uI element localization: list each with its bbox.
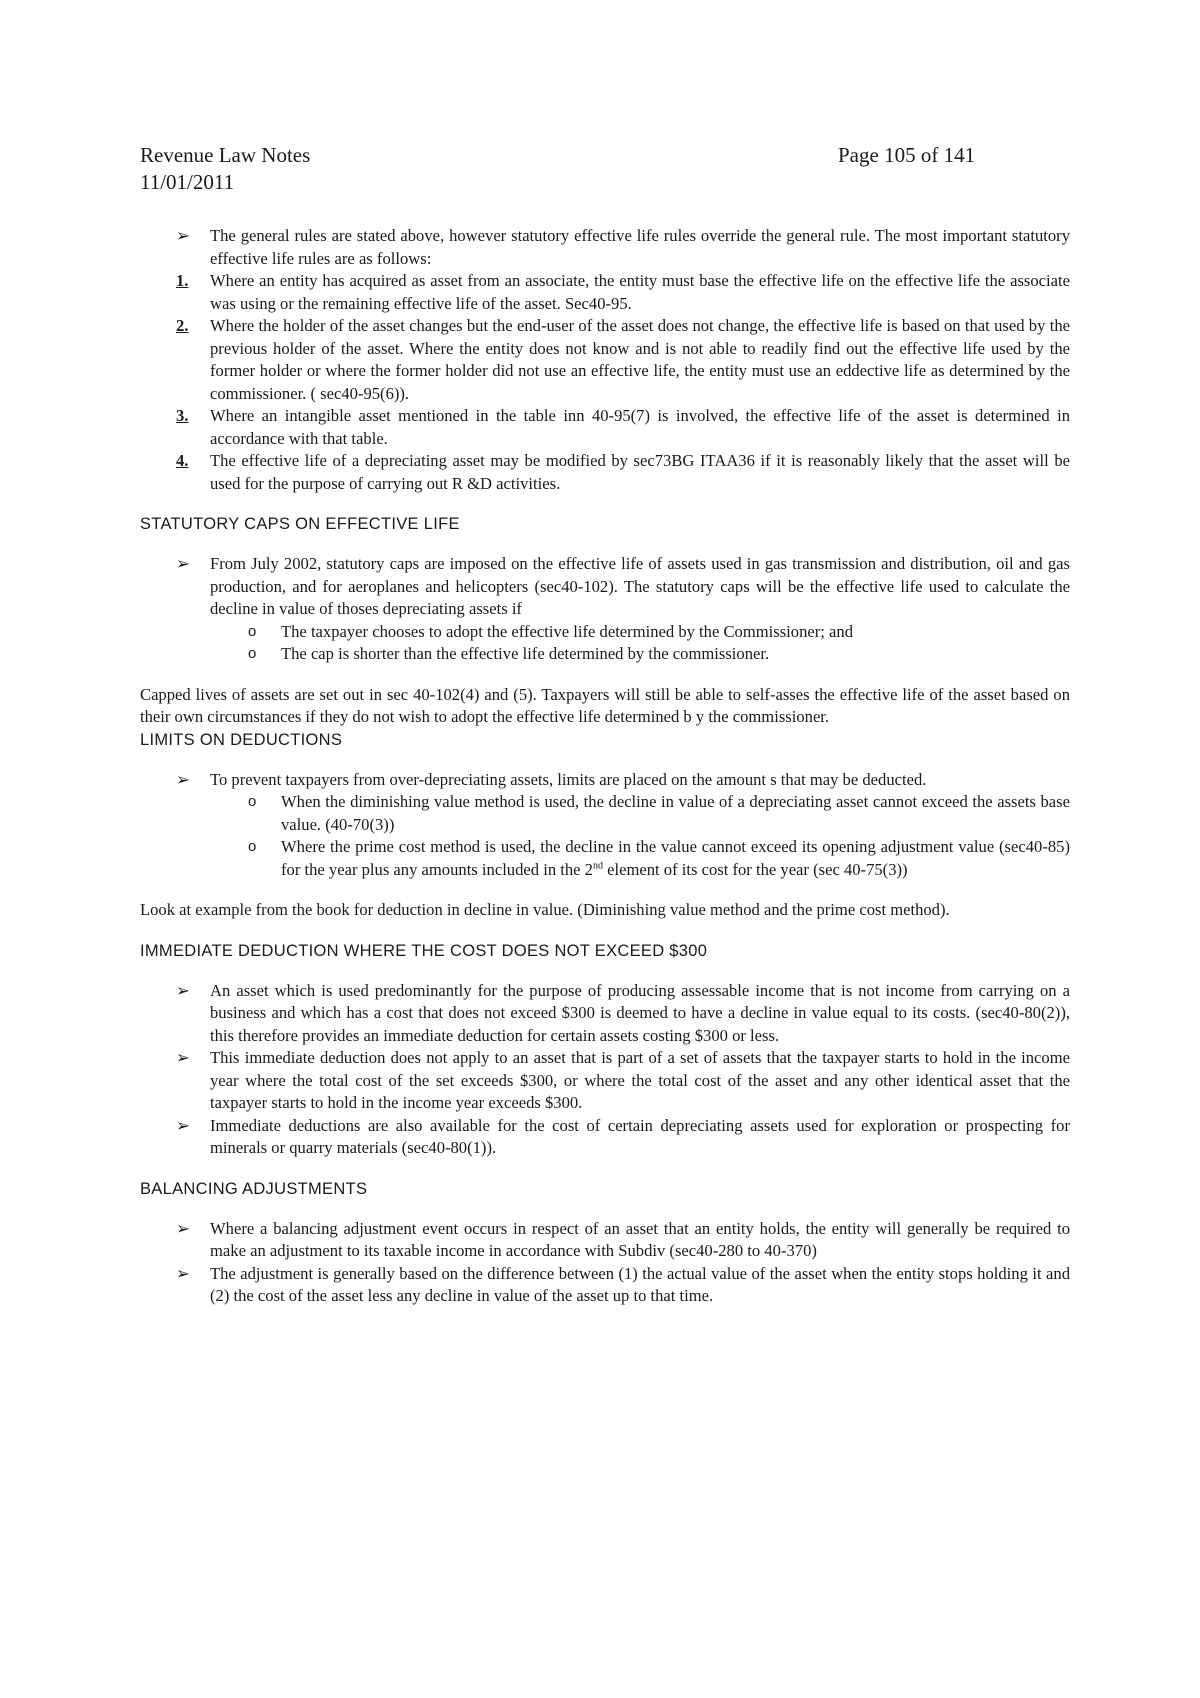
section-heading: STATUTORY CAPS ON EFFECTIVE LIFE [140, 515, 460, 533]
sub-bullet-item [140, 836, 1070, 881]
paragraph: Capped lives of assets are set out in sec 40-102(4) and (5). Taxpayers will still be able to self-asses the effective life of the asset based on their own circumstances if they do not wish to adopt the effective life determined b y the commissioner. [140, 684, 1070, 726]
item-text: The effective life of a depreciating asset may be modified by sec73BG ITAA36 if it is reasonably likely that the asset will be used for the purpose of carrying out R &D activities. [210, 451, 1070, 493]
sub-bullet-item [140, 791, 1070, 836]
sub-bullet-text [281, 837, 1070, 879]
superscript: nd [592, 859, 603, 871]
numbered-item [140, 450, 1070, 495]
sub-bullet-item [140, 643, 1070, 666]
arrow-bullet-icon: ➢ [176, 226, 190, 245]
bullet-text: This immediate deduction does not apply to an asset that is part of a set of assets that the taxpayer starts to hold in the income year where the total cost of the set exceeds $300, or where the total cost of the asset and any other identical asset that the taxpayer starts to hold in the income year exceeds $300. [210, 1048, 1070, 1112]
circle-bullet-icon: o [248, 645, 257, 662]
arrow-bullet-icon: ➢ [176, 980, 190, 1000]
document-body [140, 225, 1070, 1308]
page-header-left [140, 142, 310, 196]
sub-bullet-text: The cap is shorter than the effective life determined by the commissioner. [281, 644, 770, 663]
numbered-item [140, 270, 1070, 315]
arrow-bullet-icon: ➢ [176, 769, 190, 789]
page-number: Page 105 of 141 [838, 143, 976, 167]
circle-bullet-icon: o [248, 622, 257, 640]
item-number: 1. [176, 271, 189, 290]
document-date: 11/01/2011 [140, 170, 235, 194]
arrow-bullet-icon: ➢ [176, 1115, 190, 1135]
text-run: element of its cost for the year (sec 40-75(3)) [602, 859, 908, 879]
circle-bullet-icon: o [248, 793, 257, 810]
section-heading: IMMEDIATE DEDUCTION WHERE THE COST DOES NOT EXCEED $300 [140, 941, 708, 960]
bullet-item [140, 225, 1070, 270]
sub-bullet-text: When the diminishing value method is used, the decline in value of a depreciating asset cannot exceed the assets base value. (40-70(3)) [281, 792, 1070, 834]
bullet-item [140, 1263, 1070, 1308]
bullet-text: An asset which is used predominantly for the purpose of producing assessable income that is not income from carrying on a business and which has a cost that does not exceed $300 is deemed to have a decline in value equal to its costs. (sec40-80(2)), this therefore provides an immediate deduction for certain assets costing $300 or less. [210, 980, 1070, 1045]
item-number: 4. [176, 451, 189, 470]
paragraph: Look at example from the book for deduction in decline in value. (Diminishing value method and the prime cost method). [140, 900, 950, 919]
sub-bullet-text: The taxpayer chooses to adopt the effective life determined by the Commissioner; and [281, 621, 853, 641]
text-run: Where the prime cost method is used, the decline in the value cannot exceed its opening adjustment value (sec40-85) for the year plus any amounts included in the 2 [281, 837, 1070, 879]
arrow-bullet-icon: ➢ [176, 1218, 190, 1238]
numbered-item [140, 405, 1070, 450]
bullet-text: From July 2002, statutory caps are imposed on the effective life of assets used in gas transmission and distribution, oil and gas production, and for aeroplanes and helicopters (sec40-102). The statutory caps will be the effective life used to calculate the decline in value of thoses depreciating assets if [210, 554, 1070, 618]
bullet-text: The adjustment is generally based on the difference between (1) the actual value of the asset when the entity stops holding it and (2) the cost of the asset less any decline in value of the asset up to that time. [210, 1263, 1070, 1305]
item-text: Where an intangible asset mentioned in the table inn 40-95(7) is involved, the effective life of the asset is determined in accordance with that table. [210, 406, 1070, 448]
bullet-item [140, 553, 1070, 621]
bullet-item [140, 1115, 1070, 1160]
document-title: Revenue Law Notes [140, 143, 311, 167]
section-heading: BALANCING ADJUSTMENTS [140, 1179, 368, 1198]
arrow-bullet-icon: ➢ [176, 1048, 190, 1067]
bullet-item [140, 769, 1070, 792]
sub-bullet-item [140, 621, 1070, 644]
bullet-text: Immediate deductions are also available for the cost of certain depreciating assets used for exploration or prospecting for minerals or quarry materials (sec40-80(1)). [210, 1115, 1070, 1157]
arrow-bullet-icon: ➢ [176, 554, 190, 573]
bullet-text: The general rules are stated above, however statutory effective life rules override the general rule. The most important statutory effective life rules are as follows: [210, 226, 1070, 268]
bullet-item [140, 1047, 1070, 1115]
bullet-item [140, 980, 1070, 1048]
section-heading: LIMITS ON DEDUCTIONS [140, 730, 343, 749]
arrow-bullet-icon: ➢ [176, 1263, 190, 1283]
bullet-text: Where a balancing adjustment event occurs in respect of an asset that an entity holds, the entity will generally be required to make an adjustment to its taxable income in accordance with Subdiv (sec40-280 to 40-370) [210, 1218, 1070, 1260]
item-text: Where an entity has acquired as asset from an associate, the entity must base the effective life on the effective life the associate was using or the remaining effective life of the asset. Sec40-95. [210, 271, 1070, 313]
item-number: 2. [176, 316, 189, 335]
item-number: 3. [176, 406, 189, 425]
circle-bullet-icon: o [248, 838, 257, 855]
numbered-item [140, 315, 1070, 405]
bullet-text: To prevent taxpayers from over-depreciating assets, limits are placed on the amount s that may be deducted. [210, 769, 927, 789]
item-text: Where the holder of the asset changes but the end-user of the asset does not change, the effective life is based on that used by the previous holder of the asset. Where the entity does not know and is not able to readily find out the effective life used by the former holder or where the former holder did not use an effective life, the entity must use an eddective life as determined by the commissioner. ( sec40-95(6)). [210, 316, 1070, 403]
bullet-item [140, 1218, 1070, 1263]
